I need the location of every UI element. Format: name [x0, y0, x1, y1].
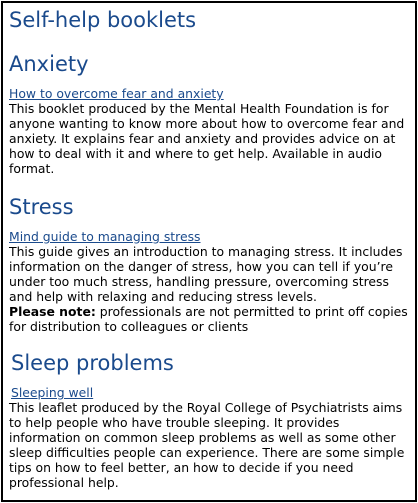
section-heading-anxiety: Anxiety [9, 52, 89, 76]
note-text: professionals are not permitted to print off copies for distribution to colleagues or clients [9, 304, 408, 334]
page-title: Self-help booklets [9, 8, 197, 32]
note-stress [9, 304, 409, 334]
link-sleeping-well[interactable]: Sleeping well [11, 385, 94, 400]
description-anxiety: This booklet produced by the Mental Health Foundation is for anyone wanting to know more about how to overcome fear and anxiety. It explains fear and anxiety and provides advice on at how to deal with it and where to get help. Available in audio format. [9, 101, 405, 176]
section-heading-sleep: Sleep problems [11, 351, 174, 375]
section-sleep-problems [9, 350, 409, 490]
content-frame [1, 1, 417, 502]
section-anxiety [9, 51, 409, 176]
link-overcome-fear-anxiety[interactable]: How to overcome fear and anxiety [9, 86, 224, 101]
description-stress: This guide gives an introduction to managing stress. It includes information on the danger of stress, how you can tell if you’re under too much stress, handling pressure, overcoming stress and help with relaxing and reducing stress levels. [9, 244, 403, 304]
link-mind-guide-stress[interactable]: Mind guide to managing stress [9, 229, 201, 244]
page-content [3, 3, 415, 490]
description-sleep: This leaflet produced by the Royal College of Psychiatrists aims to help people who have trouble sleeping. It provides information on common sleep problems as well as some other sleep difficulties people can experience. There are some simple tips on how to feel better, an how to decide if you need professional help. [9, 400, 405, 490]
note-label: Please note: [9, 304, 96, 319]
section-stress [9, 194, 409, 334]
section-heading-stress: Stress [9, 195, 74, 219]
